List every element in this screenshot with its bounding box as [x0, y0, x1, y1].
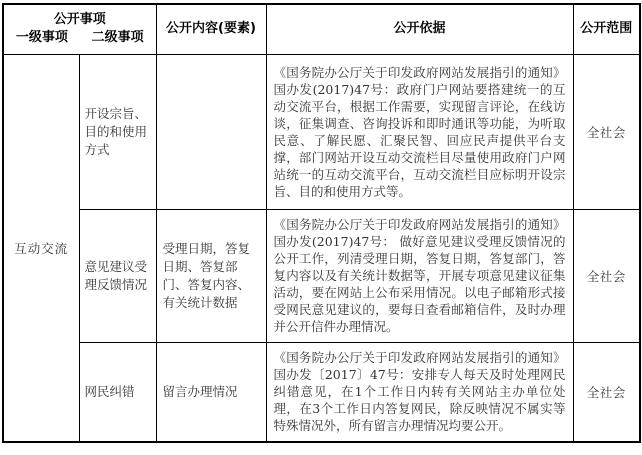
header-scope-label: 公开范围 [573, 4, 640, 54]
cell-basis: 《国务院办公厅关于印发政府网站发展指引的通知》国办发(2017)47号：政府门户网站要搭建统一的互动交流平台，根据工作需要，实现留言评论，在线访谈，征集调查、咨询投诉和即时通讯等功能，为听取民意、了解民愿、汇聚民智、回应民声提供平台支撑，部门网站开设互动交流栏目尽量使用政府门户网站统一的互动交流平台，互动交流栏目应标明开设宗旨、目的和使用方式等。 [266, 54, 573, 209]
cell-level1-item: 互动交流 [3, 54, 79, 442]
cell-level2-item: 网民纠错 [79, 342, 156, 442]
header-group-label: 公开事项 [53, 12, 106, 28]
cell-scope: 全社会 [573, 209, 640, 342]
table-row [3, 342, 640, 442]
cell-content [156, 54, 266, 209]
header-row [3, 4, 640, 54]
cell-basis: 《国务院办公厅关于印发政府网站发展指引的通知》国办发〔2017〕47号：安排专人每天及时处理网民纠错意见，在1个工作日内转有关网站主办单位处理，在3个工作日内答复网民，除反映情况不属实等特殊情况外，所有留言办理情况均要公开。 [266, 342, 573, 442]
header-basis-label: 公开依据 [266, 4, 573, 54]
header-level2-label: 二级事项 [91, 30, 144, 46]
cell-level2-item: 意见建议受理反馈情况 [79, 209, 156, 342]
cell-content: 留言办理情况 [156, 342, 266, 442]
cell-level2-item: 开设宗旨、目的和使用方式 [79, 54, 156, 209]
cell-content: 受理日期，答复日期、答复部门、答复内容、有关统计数据 [156, 209, 266, 342]
cell-basis: 《国务院办公厅关于印发政府网站发展指引的通知》国办发(2017)47号： 做好意见建议受理反馈情况的公开工作，列清受理日期，答复日期，答复部门，答复内容以及有关统计数据等，开展专项意见建议征集活动，要在网站上公布采用情况。以电子邮箱形式接受网民意见建议的，要每日查看邮箱信件，及时办理并公开信件办理情况。 [266, 209, 573, 342]
header-sub-labels [4, 29, 156, 47]
header-content-label: 公开内容(要素) [156, 4, 266, 54]
table-row [3, 54, 640, 209]
header-public-items [3, 4, 156, 54]
table-row [3, 209, 640, 342]
cell-scope: 全社会 [573, 342, 640, 442]
cell-scope: 全社会 [573, 54, 640, 209]
header-level1-label: 一级事项 [15, 30, 68, 46]
disclosure-table [2, 3, 641, 443]
